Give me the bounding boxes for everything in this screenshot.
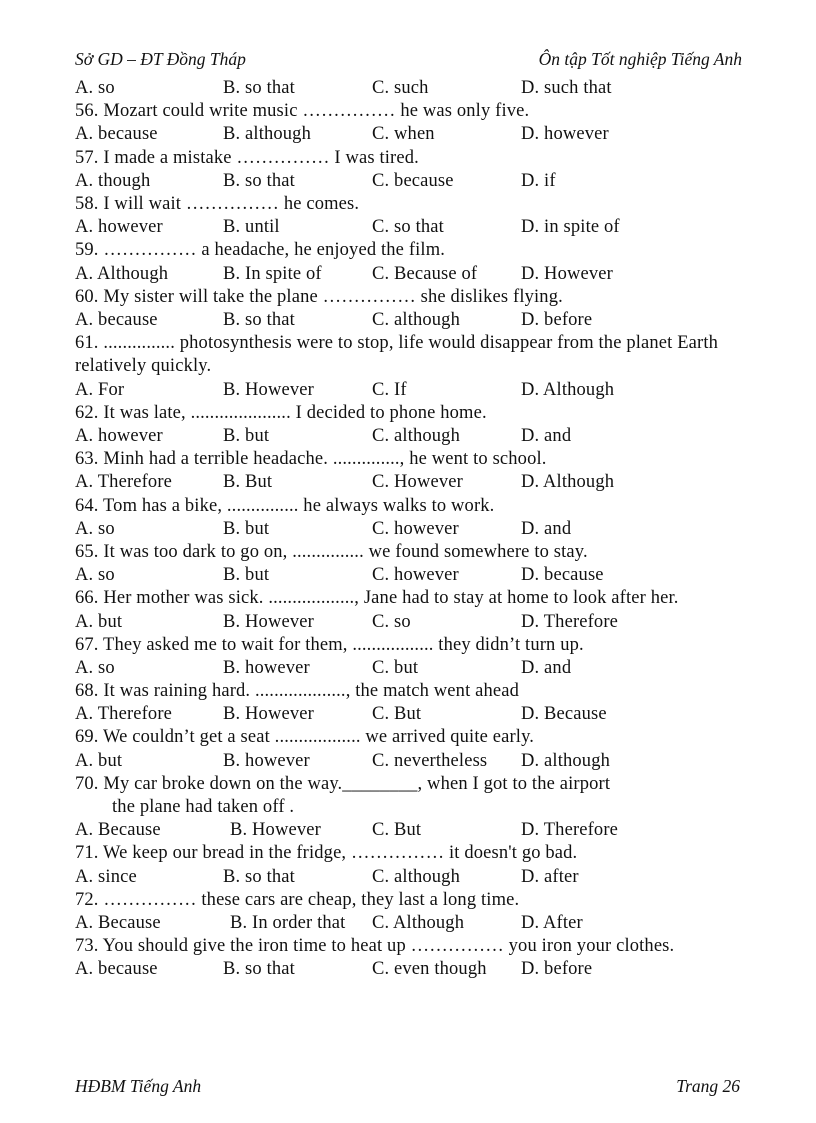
answer-options (75, 866, 742, 889)
option-b: B. In order that (230, 913, 346, 934)
question (75, 402, 742, 425)
option-b: B. until (223, 217, 280, 238)
question-text: 56. Mozart could write music …………… he was only five. (75, 101, 530, 122)
option-c: C. although (372, 866, 460, 887)
option-a: A. so (75, 78, 115, 98)
question-text: 63. Minh had a terrible headache. .............., he went to school. (75, 449, 547, 470)
question-text: 67. They asked me to wait for them, ................. they didn’t turn up. (75, 634, 584, 655)
header-right: Ôn tập Tốt nghiệp Tiếng Anh (538, 49, 742, 69)
option-c: C. so that (372, 217, 444, 238)
option-a: A. so (75, 657, 115, 678)
question-text: 64. Tom has a bike, ............... he always walks to work. (75, 495, 495, 516)
option-b: B. although (223, 124, 311, 145)
option-b: B. so that (223, 170, 295, 191)
option-d: D. After (521, 913, 583, 934)
question-text: 57. I made a mistake …………… I was tired. (75, 147, 419, 168)
option-d: D. and (521, 518, 572, 539)
option-c: C. when (372, 124, 435, 145)
question-text: 71. We keep our bread in the fridge, …………… it doesn't go bad. (75, 843, 578, 864)
option-c: C. however (372, 565, 459, 586)
option-a: A. Because (75, 913, 161, 934)
question-text: 61. ............... photosynthesis were to stop, life would disappear from the planet Earth relatively quickly. (75, 333, 719, 377)
question-text-continued: the plane had taken off . (112, 797, 295, 818)
option-d: D. Although (521, 379, 615, 400)
option-b: B. so that (223, 866, 295, 887)
option-d: D. because (521, 565, 604, 586)
option-b: B. so that (223, 959, 295, 980)
option-d: D. Because (521, 704, 607, 725)
option-b: B. In spite of (223, 263, 322, 284)
question-text: 69. We couldn’t get a seat .................. we arrived quite early. (75, 727, 535, 748)
exercise-content (75, 77, 742, 982)
option-c: C. Although (372, 913, 465, 934)
option-a: A. but (75, 750, 123, 771)
option-b: B. However (223, 379, 314, 400)
option-b: B. But (223, 472, 273, 493)
option-a: A. For (75, 379, 125, 400)
answer-options (75, 611, 742, 634)
question-text: 60. My sister will take the plane …………… she dislikes flying. (75, 286, 563, 307)
answer-options (75, 123, 742, 146)
option-c: C. But (372, 704, 422, 725)
answer-options (75, 518, 742, 541)
answer-options (75, 170, 742, 193)
option-c: C. such (372, 78, 429, 98)
option-c: C. although (372, 309, 460, 330)
option-c: C. however (372, 518, 459, 539)
answer-options (75, 471, 742, 494)
option-b: B. however (223, 750, 310, 771)
option-a: A. Because (75, 820, 161, 841)
footer-left: HĐBM Tiếng Anh (75, 1076, 202, 1096)
question-text: 65. It was too dark to go on, ............... we found somewhere to stay. (75, 541, 588, 562)
option-d: D. Although (521, 472, 615, 493)
option-b: B. so that (223, 309, 295, 330)
option-d: D. and (521, 657, 572, 678)
question (75, 726, 742, 749)
question (75, 100, 742, 123)
option-d: D. such that (521, 78, 612, 98)
question-text: 68. It was raining hard. ..................., the match went ahead (75, 681, 520, 702)
option-c: C. nevertheless (372, 750, 488, 771)
question (75, 448, 742, 471)
option-b: B. however (223, 657, 310, 678)
option-d: D. after (521, 866, 579, 887)
option-a: A. however (75, 217, 163, 238)
answer-options (75, 379, 742, 402)
option-a: A. since (75, 866, 137, 887)
option-d: D. and (521, 425, 572, 446)
option-a: A. but (75, 611, 123, 632)
answer-options (75, 703, 742, 726)
option-c: C. However (372, 472, 463, 493)
option-d: D. However (521, 263, 613, 284)
option-d: D. although (521, 750, 611, 771)
question (75, 239, 742, 262)
answer-options (75, 657, 742, 680)
option-c: C. Because of (372, 263, 478, 284)
answer-options (75, 309, 742, 332)
option-b: B. However (223, 704, 314, 725)
option-a: A. so (75, 565, 115, 586)
option-c: C. because (372, 170, 454, 191)
answer-options (75, 263, 742, 286)
option-d: D. before (521, 309, 593, 330)
option-c: C. although (372, 425, 460, 446)
option-b: B. However (223, 611, 314, 632)
answer-options (75, 77, 742, 100)
option-b: B. However (230, 820, 321, 841)
question (75, 587, 742, 610)
option-b: B. but (223, 425, 270, 446)
question-text: 59. …………… a headache, he enjoyed the film. (75, 240, 446, 261)
answer-options (75, 750, 742, 773)
page-header (75, 49, 742, 73)
option-d: D. if (521, 170, 556, 191)
question (75, 634, 742, 657)
question (75, 495, 742, 518)
question-text: 66. Her mother was sick. .................., Jane had to stay at home to look after her. (75, 588, 679, 609)
option-c: C. If (372, 379, 407, 400)
option-a: A. Therefore (75, 704, 172, 725)
option-a: A. though (75, 170, 151, 191)
question (75, 286, 742, 309)
footer-right: Trang 26 (676, 1076, 740, 1096)
option-c: C. even though (372, 959, 487, 980)
question (75, 889, 742, 912)
question (75, 773, 742, 819)
question-text: 62. It was late, ..................... I decided to phone home. (75, 402, 487, 423)
question (75, 147, 742, 170)
option-c: C. but (372, 657, 419, 678)
question (75, 680, 742, 703)
page-footer (75, 1076, 740, 1100)
question (75, 935, 742, 958)
option-c: C. so (372, 611, 411, 632)
option-d: D. before (521, 959, 593, 980)
option-b: B. but (223, 565, 270, 586)
answer-options (75, 425, 742, 448)
question (75, 842, 742, 865)
question-text: 58. I will wait …………… he comes. (75, 193, 360, 214)
option-a: A. because (75, 124, 158, 145)
question-text: 72. …………… these cars are cheap, they last a long time. (75, 889, 520, 910)
question-text: 70. My car broke down on the way.________, when I got to the airport (75, 773, 611, 794)
option-a: A. because (75, 959, 158, 980)
option-b: B. but (223, 518, 270, 539)
answer-options (75, 958, 742, 981)
option-a: A. so (75, 518, 115, 539)
option-d: D. Therefore (521, 820, 618, 841)
option-b: B. so that (223, 78, 295, 98)
answer-options (75, 819, 742, 842)
header-left: Sở GD – ĐT Đồng Tháp (75, 49, 246, 69)
option-a: A. because (75, 309, 158, 330)
question-text: 73. You should give the iron time to heat up …………… you iron your clothes. (75, 936, 675, 957)
answer-options (75, 912, 742, 935)
option-a: A. Therefore (75, 472, 172, 493)
answer-options (75, 216, 742, 239)
answer-options (75, 564, 742, 587)
option-d: D. however (521, 124, 609, 145)
option-c: C. But (372, 820, 422, 841)
option-d: D. Therefore (521, 611, 618, 632)
question (75, 193, 742, 216)
option-a: A. however (75, 425, 163, 446)
question (75, 541, 742, 564)
option-d: D. in spite of (521, 217, 620, 238)
option-a: A. Although (75, 263, 169, 284)
question (75, 332, 742, 378)
